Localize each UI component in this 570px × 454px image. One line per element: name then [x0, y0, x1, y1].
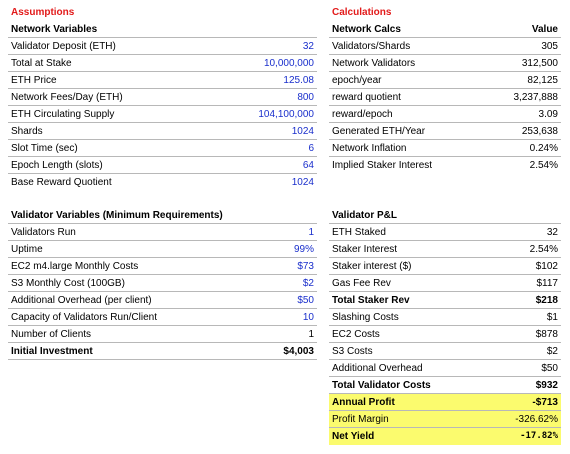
row-label: Capacity of Validators Run/Client	[11, 312, 157, 323]
row-label: Generated ETH/Year	[332, 126, 426, 137]
row-label: Slot Time (sec)	[11, 143, 78, 154]
table-row[interactable]	[329, 38, 561, 55]
table-row[interactable]	[329, 55, 561, 72]
row-label: EC2 m4.large Monthly Costs	[11, 261, 139, 272]
row-value[interactable]: 305	[541, 41, 558, 52]
network-calcs-header-label: Network Calcs	[332, 24, 401, 35]
row-value[interactable]: $2	[546, 346, 558, 357]
row-value[interactable]: $2	[302, 278, 314, 289]
row-label: Additional Overhead (per client)	[11, 295, 152, 306]
row-value[interactable]: 3.09	[538, 109, 558, 120]
row-label: Base Reward Quotient	[11, 177, 112, 188]
total-staker-rev-row[interactable]	[329, 292, 561, 309]
row-label: Validators Run	[11, 227, 76, 238]
row-value[interactable]: 10,000,000	[263, 58, 314, 69]
network-variables-header	[8, 21, 317, 38]
row-value[interactable]: 99%	[293, 244, 314, 255]
row-value[interactable]: $117	[536, 278, 558, 289]
table-row[interactable]	[329, 241, 561, 258]
table-row[interactable]	[8, 275, 317, 292]
table-row[interactable]	[329, 106, 561, 123]
row-label: Gas Fee Rev	[332, 278, 391, 289]
table-row[interactable]	[329, 258, 561, 275]
value-header-label: Value	[531, 24, 558, 35]
table-row[interactable]	[329, 89, 561, 106]
annual-profit-row[interactable]	[329, 394, 561, 411]
validator-pl-header	[329, 207, 561, 224]
table-row[interactable]	[8, 89, 317, 106]
validator-pl-header-label: Validator P&L	[332, 210, 398, 221]
network-variables-table	[8, 21, 317, 191]
table-row[interactable]	[8, 292, 317, 309]
table-row[interactable]	[329, 140, 561, 157]
table-row[interactable]	[8, 106, 317, 123]
table-row[interactable]	[329, 343, 561, 360]
row-value[interactable]: $73	[297, 261, 314, 272]
table-row[interactable]	[8, 140, 317, 157]
row-label: Slashing Costs	[332, 312, 399, 323]
initial-investment-row[interactable]	[8, 343, 317, 360]
row-label: Shards	[11, 126, 43, 137]
row-label: epoch/year	[332, 75, 382, 86]
row-label: Uptime	[11, 244, 43, 255]
total-validator-costs-value[interactable]: $932	[535, 380, 558, 391]
row-value[interactable]: 32	[546, 227, 558, 238]
table-row[interactable]	[329, 326, 561, 343]
validator-pl-table	[329, 207, 561, 445]
profit-margin-value[interactable]: -326.62%	[515, 414, 558, 425]
row-label: reward quotient	[332, 92, 401, 103]
table-row[interactable]	[8, 309, 317, 326]
row-label: Total at Stake	[11, 58, 72, 69]
table-row[interactable]	[329, 275, 561, 292]
net-yield-value[interactable]: -17.82%	[520, 431, 558, 441]
row-label: Implied Staker Interest	[332, 160, 433, 171]
profit-margin-row[interactable]	[329, 411, 561, 428]
row-label: Total Staker Rev	[332, 295, 410, 306]
row-label: Total Validator Costs	[332, 380, 431, 391]
row-label: Additional Overhead	[332, 363, 423, 374]
row-label: Staker Interest	[332, 244, 398, 255]
row-label: S3 Monthly Cost (100GB)	[11, 278, 125, 289]
row-label: Annual Profit	[332, 397, 395, 408]
table-row[interactable]	[8, 72, 317, 89]
table-row[interactable]	[8, 258, 317, 275]
row-label: Network Inflation	[332, 143, 407, 154]
row-value[interactable]: 125.08	[283, 75, 314, 86]
row-value[interactable]: 64	[302, 160, 314, 171]
row-label: Validators/Shards	[332, 41, 411, 52]
row-value[interactable]: 1	[308, 227, 314, 238]
row-value[interactable]: 0.24%	[529, 143, 558, 154]
row-label: Network Validators	[332, 58, 416, 69]
row-value[interactable]: 2.54%	[529, 160, 558, 171]
row-value[interactable]: 104,100,000	[258, 109, 314, 120]
row-label: ETH Circulating Supply	[11, 109, 115, 120]
row-label: S3 Costs	[332, 346, 373, 357]
row-value[interactable]: 6	[308, 143, 314, 154]
table-row[interactable]	[8, 38, 317, 55]
row-label: Profit Margin	[332, 414, 389, 425]
row-label: Epoch Length (slots)	[11, 160, 103, 171]
network-calcs-header	[329, 21, 561, 38]
row-value[interactable]: 800	[297, 92, 314, 103]
row-value[interactable]: $1	[546, 312, 558, 323]
row-label: reward/epoch	[332, 109, 393, 120]
row-value[interactable]: 312,500	[521, 58, 558, 69]
row-label: EC2 Costs	[332, 329, 380, 340]
row-label: Staker interest ($)	[332, 261, 412, 272]
network-variables-header-label: Network Variables	[11, 24, 98, 35]
row-value[interactable]: $50	[541, 363, 558, 374]
row-value[interactable]: 3,237,888	[513, 92, 558, 103]
table-row[interactable]	[329, 224, 561, 241]
table-row[interactable]	[8, 157, 317, 174]
table-row[interactable]	[329, 360, 561, 377]
network-calcs-table	[329, 21, 561, 174]
net-yield-row[interactable]	[329, 428, 561, 445]
row-value[interactable]: 253,638	[521, 126, 558, 137]
total-validator-costs-row[interactable]	[329, 377, 561, 394]
row-value[interactable]: $102	[535, 261, 558, 272]
row-value[interactable]: 2.54%	[529, 244, 558, 255]
validator-variables-header	[8, 207, 317, 224]
row-value[interactable]: 10	[302, 312, 314, 323]
row-value[interactable]: $878	[535, 329, 558, 340]
initial-investment-value[interactable]: $4,003	[283, 346, 314, 357]
calculations-title: Calculations	[332, 7, 392, 18]
row-value[interactable]: 1	[308, 329, 314, 340]
row-label: ETH Price	[11, 75, 57, 86]
row-value[interactable]: 1024	[291, 126, 314, 137]
assumptions-title: Assumptions	[11, 7, 75, 18]
row-value[interactable]: 82,125	[527, 75, 558, 86]
table-row[interactable]	[8, 174, 317, 191]
table-row[interactable]	[329, 309, 561, 326]
total-staker-rev-value[interactable]: $218	[535, 295, 558, 306]
row-label: Validator Deposit (ETH)	[11, 41, 116, 52]
row-label: Number of Clients	[11, 329, 92, 340]
row-value[interactable]: 1024	[291, 177, 314, 188]
table-row[interactable]	[8, 326, 317, 343]
row-label: Network Fees/Day (ETH)	[11, 92, 123, 103]
row-value[interactable]: 32	[302, 41, 314, 52]
validator-variables-header-label: Validator Variables (Minimum Requirements)	[11, 210, 223, 221]
table-row[interactable]	[8, 55, 317, 72]
row-value[interactable]: $50	[297, 295, 314, 306]
validator-variables-table	[8, 207, 317, 360]
row-label: Initial Investment	[11, 346, 93, 357]
annual-profit-value[interactable]: -$713	[532, 397, 558, 408]
table-row[interactable]	[329, 157, 561, 174]
table-row[interactable]	[8, 241, 317, 258]
table-row[interactable]	[8, 224, 317, 241]
table-row[interactable]	[329, 123, 561, 140]
table-row[interactable]	[8, 123, 317, 140]
table-row[interactable]	[329, 72, 561, 89]
row-label: Net Yield	[332, 431, 375, 442]
row-label: ETH Staked	[332, 227, 386, 238]
